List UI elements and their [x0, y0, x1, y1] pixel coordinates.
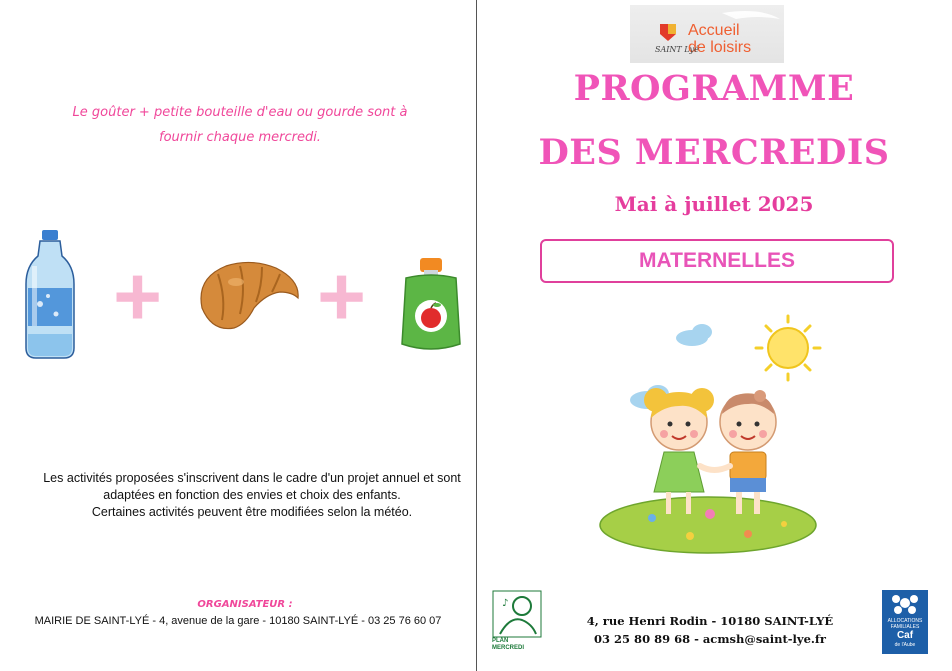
logo-town: SAINT Lyé: [655, 45, 699, 54]
caf-line2: FAMILIALES: [890, 624, 920, 630]
caf-line1: ALLOCATIONS: [887, 618, 923, 624]
caf-line3: Caf: [896, 630, 914, 641]
organizer-label: ORGANISATEUR :: [197, 599, 293, 610]
plan-label-2: MERCREDI: [492, 645, 525, 651]
address-line2: 03 25 80 89 68 - acmsh@saint-lye.fr: [594, 632, 826, 646]
caf-line4: de l'Aube: [894, 642, 916, 648]
logo-line2: de loisirs: [688, 39, 752, 56]
caf-logo: [882, 590, 928, 654]
snack-note-line2: fournir chaque mercredi.: [159, 130, 321, 145]
children-illustration: [590, 310, 830, 555]
subtitle-dates: Mai à juillet 2025: [614, 192, 814, 216]
croissant-image: [196, 258, 302, 332]
title-line2: DES MERCREDIS: [538, 132, 890, 173]
apple-compote-pouch-image: [396, 256, 466, 356]
plus-sign-2: +: [317, 249, 367, 343]
desc-line3: Certaines activités peuvent être modifiées selon la météo.: [91, 505, 413, 519]
desc-line1: Les activités proposées s'inscrivent dans le cadre d'un projet annuel et sont: [43, 471, 461, 485]
activities-description: [20, 470, 484, 521]
plus-sign-1: +: [113, 249, 163, 343]
sun-icon: [756, 316, 820, 380]
plan-label-1: PLAN: [492, 638, 509, 644]
girl-figure: [644, 388, 714, 514]
group-box: [540, 239, 894, 283]
logo-line1: Accueil: [688, 22, 740, 39]
water-bottle-image: [22, 226, 78, 362]
contact-address: [560, 612, 860, 648]
desc-line2: adaptées en fonction des envies et choix des enfants.: [103, 488, 401, 502]
svg-text:♪: ♪: [502, 598, 509, 609]
boy-figure: [720, 390, 776, 514]
snack-note-line1: Le goûter + petite bouteille d'eau ou gourde sont à: [72, 105, 408, 120]
plan-mercredi-label: [492, 638, 546, 652]
address-line1: 4, rue Henri Rodin - 10180 SAINT-LYÉ: [586, 614, 834, 628]
organizer-text: MAIRIE DE SAINT-LYÉ - 4, avenue de la gare - 10180 SAINT-LYÉ - 03 25 76 60 07: [34, 615, 442, 627]
group-label: MATERNELLES: [639, 249, 795, 272]
snack-note: [40, 100, 440, 150]
title-line1: PROGRAMME: [573, 68, 855, 109]
caf-flower-icon: [882, 590, 928, 616]
plan-mercredi-logo-icon: [492, 590, 542, 638]
